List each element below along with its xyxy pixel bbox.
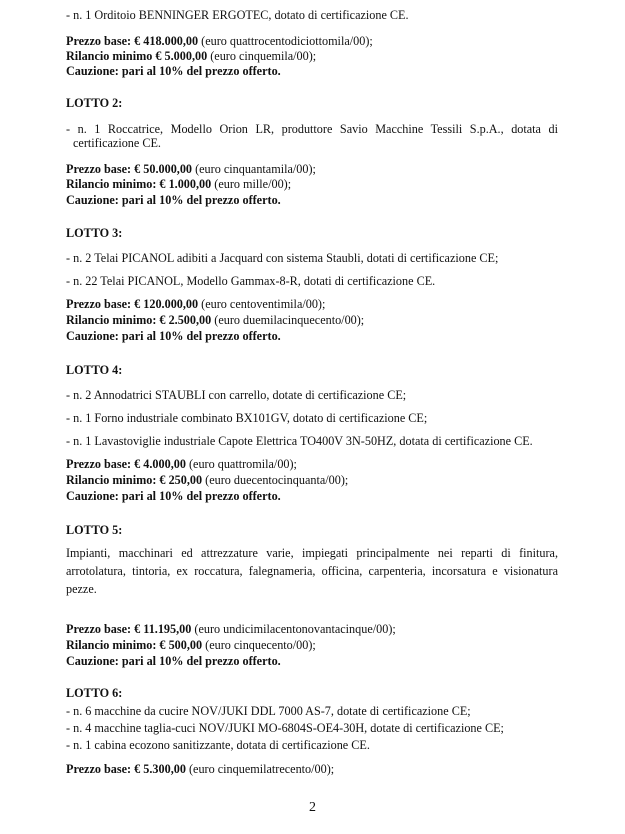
page-number: 2 bbox=[309, 800, 316, 815]
minimum-raise-label: Rilancio minimo: € 250,00 bbox=[66, 473, 203, 487]
lot-title bbox=[66, 96, 122, 111]
minimum-raise-words: (euro duecentocinquanta/00); bbox=[202, 473, 349, 487]
deposit bbox=[66, 489, 281, 504]
minimum-raise-words: (euro cinquecento/00); bbox=[202, 638, 316, 652]
base-price-label: Prezzo base: € 120.000,00 bbox=[66, 297, 199, 311]
minimum-raise bbox=[66, 473, 348, 488]
deposit bbox=[66, 64, 281, 79]
deposit-text: Cauzione: pari al 10% del prezzo offerto. bbox=[66, 654, 281, 668]
lot-title bbox=[66, 686, 122, 701]
lot-title-text: LOTTO 6: bbox=[66, 686, 123, 700]
lot-item: - n. 1 Lavastoviglie industriale Capote Elettrica TO400V 3N-50HZ, dotata di certificazione CE. bbox=[66, 434, 533, 448]
minimum-raise-words: (euro duemilacinquecento/00); bbox=[211, 313, 365, 327]
lot-title bbox=[66, 363, 122, 378]
base-price-label: Prezzo base: € 418.000,00 bbox=[66, 34, 199, 48]
deposit bbox=[66, 654, 281, 669]
lot-item: - n. 6 macchine da cucire NOV/JUKI DDL 7000 AS-7, dotate di certificazione CE; bbox=[66, 704, 471, 718]
minimum-raise bbox=[66, 49, 316, 64]
minimum-raise-words: (euro mille/00); bbox=[211, 177, 292, 191]
lot-title-text: LOTTO 4: bbox=[66, 363, 123, 377]
lot-item: - n. 2 Telai PICANOL adibiti a Jacquard con sistema Staubli, dotati di certificazione CE; bbox=[66, 251, 499, 265]
minimum-raise-label: Rilancio minimo: € 1.000,00 bbox=[66, 177, 212, 191]
base-price-words: (euro cinquemilatrecento/00); bbox=[185, 762, 335, 776]
lot-description-line: arrotolatura, tintoria, ex roccatura, falegnameria, officina, carpenteria, incorsatura e visionatura bbox=[66, 564, 558, 578]
lot-description-line: pezze. bbox=[66, 582, 97, 596]
deposit-text: Cauzione: pari al 10% del prezzo offerto. bbox=[66, 329, 281, 343]
lot-title-text: LOTTO 5: bbox=[66, 523, 123, 537]
deposit-text: Cauzione: pari al 10% del prezzo offerto. bbox=[66, 64, 281, 78]
base-price bbox=[66, 34, 373, 49]
base-price bbox=[66, 762, 334, 777]
lot-title bbox=[66, 226, 122, 241]
base-price-label: Prezzo base: € 5.300,00 bbox=[66, 762, 186, 776]
base-price bbox=[66, 457, 297, 472]
base-price bbox=[66, 162, 316, 177]
lot-item: - n. 1 Orditoio BENNINGER ERGOTEC, dotato di certificazione CE. bbox=[66, 8, 409, 22]
base-price-words: (euro centoventimila/00); bbox=[198, 297, 326, 311]
minimum-raise-label: Rilancio minimo: € 2.500,00 bbox=[66, 313, 212, 327]
base-price-label: Prezzo base: € 4.000,00 bbox=[66, 457, 186, 471]
base-price-words: (euro quattromila/00); bbox=[185, 457, 297, 471]
deposit bbox=[66, 329, 281, 344]
base-price-label: Prezzo base: € 11.195,00 bbox=[66, 622, 192, 636]
deposit-text: Cauzione: pari al 10% del prezzo offerto. bbox=[66, 489, 281, 503]
base-price-words: (euro cinquantamila/00); bbox=[192, 162, 316, 176]
base-price-words: (euro quattrocentodiciottomila/00); bbox=[198, 34, 373, 48]
deposit bbox=[66, 193, 281, 208]
minimum-raise-words: (euro cinquemila/00); bbox=[207, 49, 317, 63]
lot-item: - n. 4 macchine taglia-cuci NOV/JUKI MO-6804S-OE4-30H, dotate di certificazione CE; bbox=[66, 721, 504, 735]
minimum-raise bbox=[66, 177, 291, 192]
minimum-raise bbox=[66, 638, 316, 653]
lot-item-continuation: certificazione CE. bbox=[73, 136, 161, 150]
minimum-raise-label: Rilancio minimo: € 500,00 bbox=[66, 638, 203, 652]
lot-item: - n. 1 Roccatrice, Modello Orion LR, produttore Savio Macchine Tessili S.p.A., dotata di bbox=[66, 122, 558, 136]
minimum-raise-label: Rilancio minimo € 5.000,00 bbox=[66, 49, 208, 63]
deposit-text: Cauzione: pari al 10% del prezzo offerto. bbox=[66, 193, 281, 207]
minimum-raise bbox=[66, 313, 364, 328]
lot-description-line: Impianti, macchinari ed attrezzature varie, impiegati principalmente nei reparti di finitura, bbox=[66, 546, 558, 560]
lot-title-text: LOTTO 3: bbox=[66, 226, 123, 240]
lot-item: - n. 1 cabina ecozono sanitizzante, dotata di certificazione CE. bbox=[66, 738, 370, 752]
base-price bbox=[66, 622, 396, 637]
lot-title-text: LOTTO 2: bbox=[66, 96, 123, 110]
base-price-label: Prezzo base: € 50.000,00 bbox=[66, 162, 193, 176]
base-price bbox=[66, 297, 325, 312]
lot-item: - n. 22 Telai PICANOL, Modello Gammax-8-R, dotati di certificazione CE. bbox=[66, 274, 436, 288]
lot-title bbox=[66, 523, 122, 538]
lot-item: - n. 1 Forno industriale combinato BX101GV, dotato di certificazione CE; bbox=[66, 411, 428, 425]
lot-item: - n. 2 Annodatrici STAUBLI con carrello, dotate di certificazione CE; bbox=[66, 388, 407, 402]
base-price-words: (euro undicimilacentonovantacinque/00); bbox=[191, 622, 396, 636]
